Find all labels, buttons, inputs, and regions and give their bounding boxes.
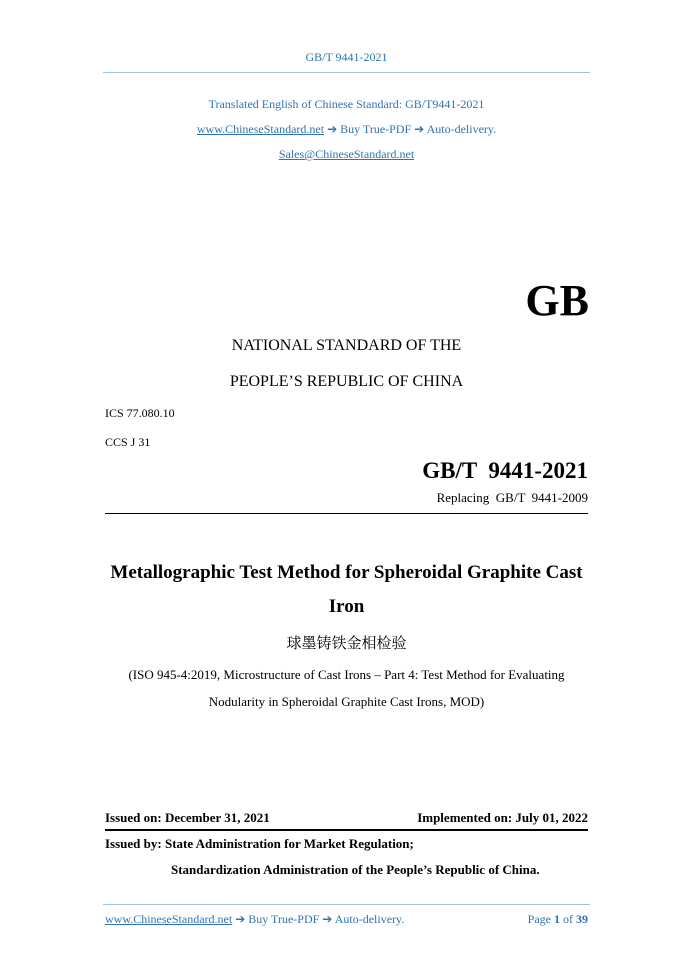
- standard-divider: [105, 513, 588, 514]
- standard-number: GB/T 9441-2021: [422, 458, 588, 483]
- national-standard-line1: NATIONAL STANDARD OF THE: [231, 337, 462, 354]
- document-title-line1: Metallographic Test Method for Spheroidal Graphite Cast: [110, 562, 583, 583]
- arrow-icon: ➔: [235, 912, 246, 926]
- promo-email-row: [0, 147, 693, 162]
- issue-divider: [105, 829, 588, 831]
- arrow-icon: ➔: [327, 122, 338, 136]
- header-divider: [103, 72, 590, 73]
- issued-by-line2: Standardization Administration of the People’s Republic of China.: [171, 862, 540, 877]
- page-indicator: [528, 912, 588, 927]
- arrow-icon: ➔: [414, 122, 425, 136]
- footer-site-link[interactable]: www.ChineseStandard.net: [105, 912, 233, 926]
- page-total: 39: [576, 912, 588, 926]
- implemented-on-date: Implemented on: July 01, 2022: [417, 810, 588, 825]
- promo-auto-text: Auto-delivery.: [426, 122, 497, 136]
- header-standard-code: GB/T 9441-2021: [305, 50, 388, 64]
- document-title-line2: Iron: [328, 596, 365, 617]
- footer-buy-line: [105, 912, 404, 927]
- page-label: Page: [527, 912, 551, 926]
- ics-code: ICS 77.080.10: [105, 406, 175, 420]
- footer-auto-text: Auto-delivery.: [334, 912, 405, 926]
- iso-reference-line1: (ISO 945-4:2019, Microstructure of Cast Irons – Part 4: Test Method for Evaluating: [128, 667, 565, 682]
- footer-divider: [103, 904, 590, 905]
- promo-buy-line: [0, 122, 693, 137]
- promo-site-link[interactable]: www.ChineseStandard.net: [196, 122, 325, 136]
- footer-buy-text: Buy True-PDF: [248, 912, 320, 926]
- promo-translation-line: Translated English of Chinese Standard: GB/T9441-2021: [208, 97, 485, 111]
- issued-on-date: Issued on: December 31, 2021: [105, 810, 270, 825]
- arrow-icon: ➔: [322, 912, 333, 926]
- of-label: of: [563, 912, 573, 926]
- national-standard-line2: PEOPLE’S REPUBLIC OF CHINA: [229, 373, 464, 390]
- promo-email-link[interactable]: Sales@ChineseStandard.net: [278, 147, 415, 161]
- promo-buy-text: Buy True-PDF: [340, 122, 412, 136]
- issued-by-line1: Issued by: State Administration for Market Regulation;: [105, 836, 414, 851]
- page-number: 1: [554, 912, 560, 926]
- ccs-code: CCS J 31: [105, 435, 151, 449]
- chinese-title: 球墨铸铁金相检验: [286, 634, 407, 652]
- replacing-standard: Replacing GB/T 9441-2009: [436, 490, 588, 505]
- gb-logo: GB: [525, 276, 589, 325]
- iso-reference-line2: Nodularity in Spheroidal Graphite Cast Irons, MOD): [208, 694, 485, 709]
